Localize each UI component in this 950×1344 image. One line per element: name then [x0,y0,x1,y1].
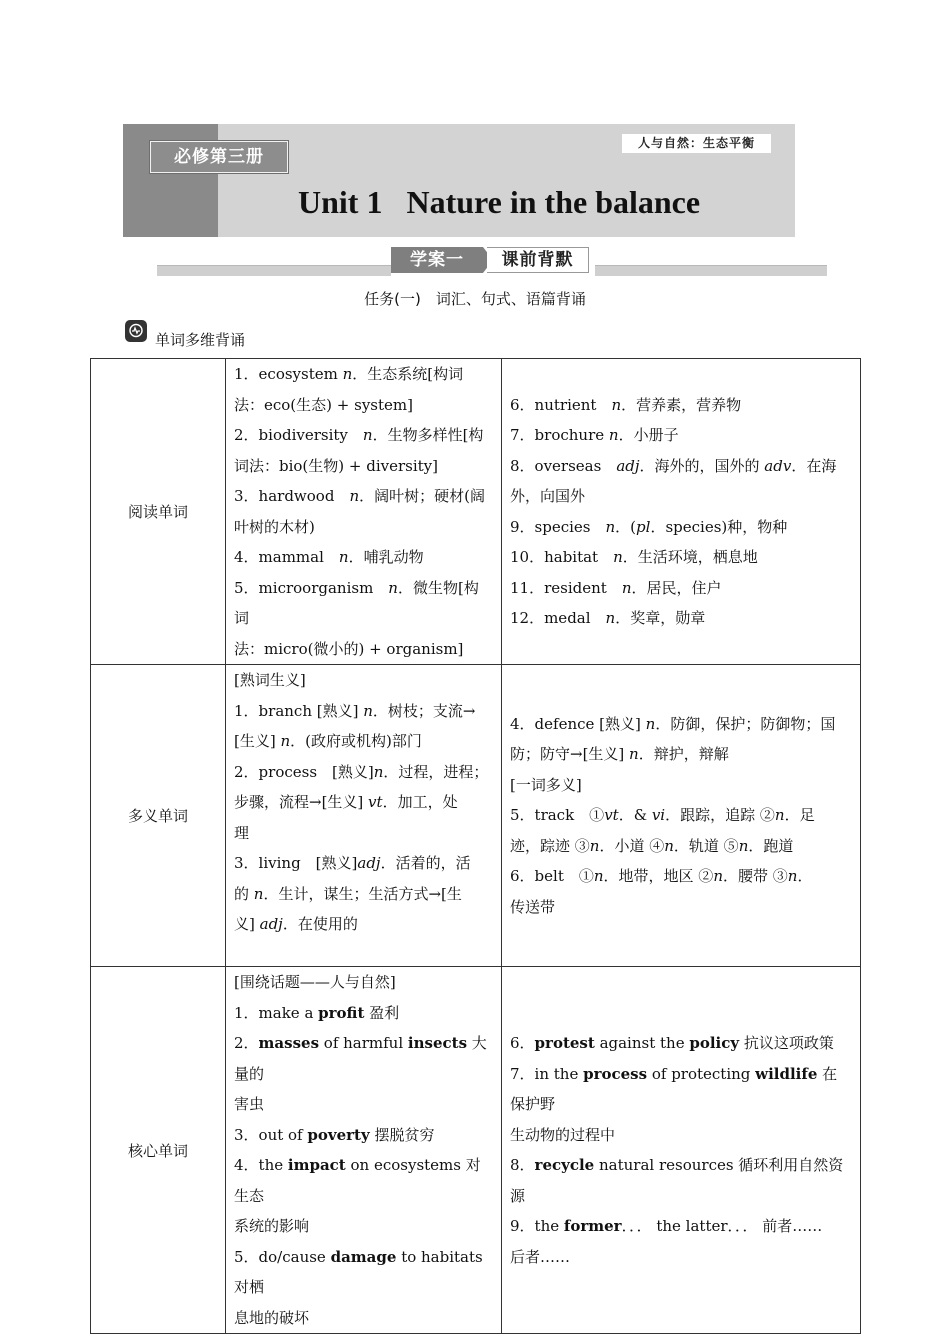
row-right-cell [502,967,861,1334]
entry-line: [生义] n．(政府或机构)部门 [234,732,422,750]
row-left-cell [226,359,502,665]
entry-line: 7．brochure n．小册子 [510,426,679,444]
row-right-cell [502,665,861,967]
row-right-cell [502,359,861,665]
lesson-bar-right [595,265,827,276]
lesson-part: 学案一 [391,247,483,273]
entry-line: 8．overseas adj．海外的，国外的 adv．在海 [510,456,837,475]
entry-line: 外，向国外 [510,487,586,505]
entry-line: 的 n．生计，谋生；生活方式→[生 [234,884,462,903]
entry-line: 义] adj．在使用的 [234,915,358,933]
row-label: 阅读单词 [91,359,226,665]
entry-line: 2．masses of harmful insects 大量的 [234,1034,487,1083]
table-row [91,359,861,665]
task-title: 任务(一) 词汇、句式、语篇背诵 [364,290,586,308]
lesson-bar-left [157,265,391,276]
unit-banner [123,124,795,237]
entry-line: 步骤，流程→[生义] vt．加工，处 [234,793,458,811]
entry-line: [一词多义] [510,775,582,794]
entry-line: 生动物的过程中 [510,1125,616,1144]
entry-line: 1．branch [熟义] n．树枝；支流→ [234,701,476,720]
entry-line: 7．in the process of protecting wildlife 在保护野 [510,1064,838,1113]
entry-line: 6．nutrient n．营养素，营养物 [510,395,742,414]
entry-line: 2．biodiversity n．生物多样性[构 [234,426,484,444]
entry-line: 理 [234,823,250,842]
entry-line: 9．species n．(pl．species)种，物种 [510,517,788,536]
entry-line: 12．medal n．奖章，勋章 [510,609,706,627]
entry-line: 3．out of poverty 摆脱贫穷 [234,1125,435,1144]
entry-line: 6．belt ①n．地带，地区 ②n．腰带 ③n． [510,867,813,886]
entry-line: 2．process [熟义]n．过程，进程； [234,762,489,781]
entry-line: 后者…… [510,1247,571,1266]
row-label: 核心单词 [91,967,226,1334]
entry-line: 1．ecosystem n．生态系统[构词 [234,365,464,383]
entry-line: 害虫 [234,1095,265,1113]
book-label: 必修第三册 [150,141,288,173]
entry-line: 4．mammal n．哺乳动物 [234,548,424,566]
table-row [91,967,861,1334]
entry-line: 系统的影响 [234,1217,310,1235]
entry-line: 5．do/cause damage to habitats 对栖 [234,1247,483,1296]
theme-tag: 人与自然：生态平衡 [622,134,771,153]
entry-line: 4．the impact on ecosystems 对生态 [234,1156,481,1205]
vocab-table [90,358,861,1334]
entry-line: 法：micro(微小的) + organism] [234,639,464,658]
row-label: 多义单词 [91,665,226,967]
entry-line: 迹，踪迹 ③n．小道 ④n．轨道 ⑤n．跑道 [510,836,794,855]
entry-line: 1．make a profit 盈利 [234,1003,400,1022]
memory-icon [125,320,147,342]
entry-line: 4．defence [熟义] n．防御，保护；防御物；国 [510,714,836,733]
entry-line: 6．protest against the policy 抗议这项政策 [510,1034,834,1052]
entry-line: 11．resident n．居民，住户 [510,578,722,597]
entry-line: 叶树的木材) [234,517,315,536]
entry-line: 法：eco(生态) + system] [234,395,413,414]
entry-line: 传送带 [510,897,556,916]
section-title: 单词多维背诵 [155,331,246,349]
entry-line: [围绕话题——人与自然] [234,973,396,991]
entry-line: 息地的破坏 [234,1308,310,1327]
entry-line: 5．microorganism n．微生物[构词 [234,578,479,627]
entry-line: 10．habitat n．生活环境，栖息地 [510,548,758,566]
row-left-cell [226,665,502,967]
entry-line: 词法：bio(生物) + diversity] [234,456,439,475]
unit-title: Unit 1 Nature in the balance [298,184,701,220]
entry-line: 5．track ①vt．& vi．跟踪，追踪 ②n．足 [510,806,815,825]
table-row [91,665,861,967]
entry-line: 防；防守→[生义] n．辩护，辩解 [510,745,729,764]
row-left-cell [226,967,502,1334]
entry-line: 3．hardwood n．阔叶树；硬材(阔 [234,487,485,505]
entry-line: 3．living [熟义]adj．活着的，活 [234,854,471,872]
entry-line: 9．the former．．． the latter．．． 前者…… [510,1217,823,1235]
entry-line: [熟词生义] [234,671,306,689]
entry-line: 8．recycle natural resources 循环利用自然资源 [510,1156,844,1205]
lesson-name: 课前背默 [487,247,589,273]
